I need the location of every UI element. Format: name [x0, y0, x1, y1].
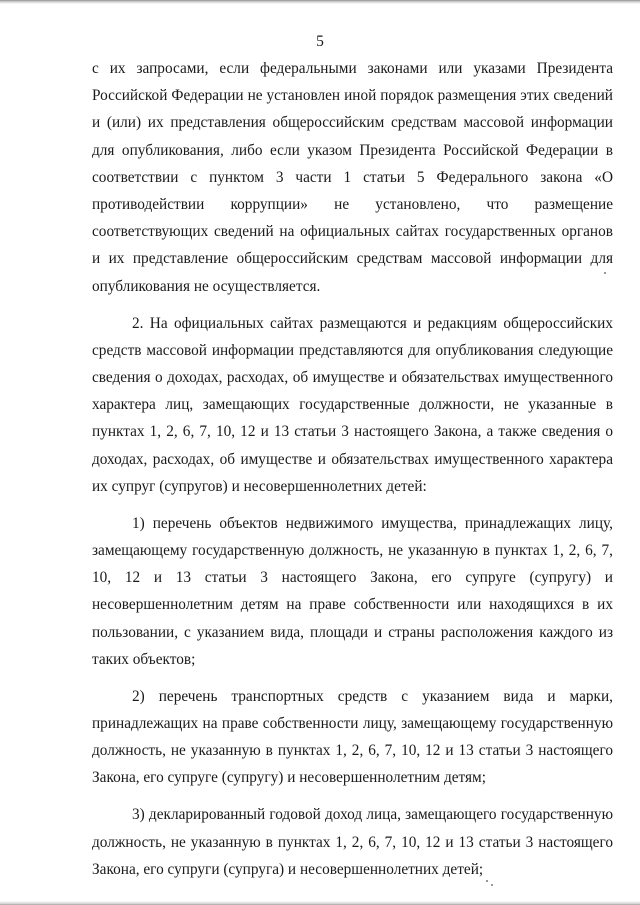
scan-speck	[491, 884, 493, 886]
paragraph-continuation: с их запросами, если федеральными законами или указами Президента Российской Федерации не установлен иной порядок размещения этих сведений и (или) их представления общероссийским средствам массовой информации для опубликования, либо если указом Президента Российской Федерации в соответствии с пунктом 3 части 1 статьи 5 Федерального закона «О противодействии коррупции» не установлено, что размещение соответствующих сведений на официальных сайтах государственных органов и их представление общероссийским средствам массовой информации для опубликования не осуществляется.	[92, 60, 613, 295]
scan-speck	[486, 880, 488, 882]
scan-edge-bottom	[0, 901, 640, 905]
page-number: 5	[316, 33, 324, 50]
scan-speck	[604, 272, 606, 274]
paragraph-item-1: 1) перечень объектов недвижимого имущества, принадлежащих лицу, замещающему государственную должность, не указанную в пунктах 1, 2, 6, 7, 10, 12 и 13 статьи 3 настоящего Закона, его супруге (супругу) и несовершеннолетним детям на праве собственности или находящихся в их пользовании, с указанием вида, площади и страны расположения каждого из таких объектов;	[92, 514, 613, 668]
scan-edge-top	[0, 0, 640, 4]
paragraph-item-3: 3) декларированный годовой доход лица, замещающего государственную должность, не указанную в пунктах 1, 2, 6, 7, 10, 12 и 13 статьи 3 настоящего Закона, его супруги (супруга) и несовершеннолетних детей;	[92, 806, 613, 878]
paragraph-item-2: 2) перечень транспортных средств с указанием вида и марки, принадлежащих на праве собственности лицу, замещающему государственную должность, не указанную в пунктах 1, 2, 6, 7, 10, 12 и 13 статьи 3 настоящего Закона, его супруге (супругу) и несовершеннолетним детям;	[92, 687, 613, 787]
paragraph-section-2: 2. На официальных сайтах размещаются и редакциям общероссийских средств массовой информации представляются для опубликования следующие сведения о доходах, расходах, об имуществе и обязательствах имущественного характера лиц, замещающих государственные должности, не указанные в пунктах 1, 2, 6, 7, 10, 12 и 13 статьи 3 настоящего Закона, а также сведения о доходах, расходах, об имуществе и обязательствах имущественного характера их супруг (супругов) и несовершеннолетних детей:	[92, 314, 613, 495]
document-body	[92, 55, 613, 893]
